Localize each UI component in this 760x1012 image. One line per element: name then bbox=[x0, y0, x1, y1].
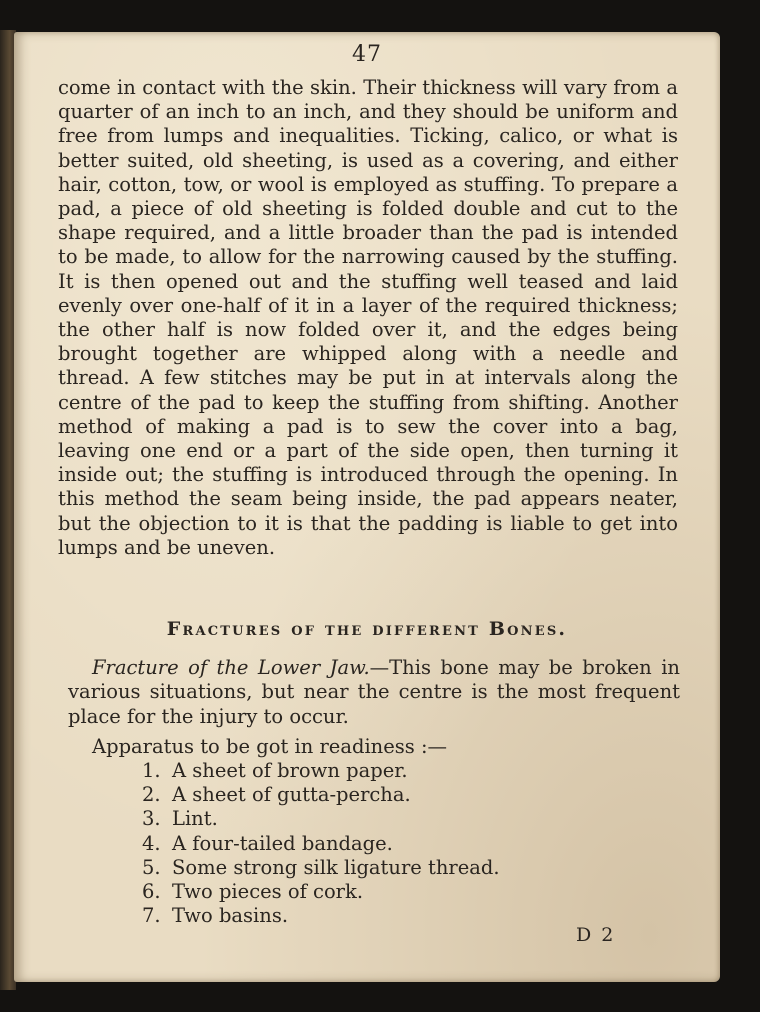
list-item-number: 2. bbox=[142, 783, 161, 807]
signature-mark: D 2 bbox=[576, 924, 616, 946]
page-number: 47 bbox=[352, 42, 382, 67]
list-item-text: A sheet of brown paper. bbox=[172, 759, 408, 782]
list-item-text: Lint. bbox=[172, 807, 218, 831]
list-item bbox=[142, 783, 500, 807]
list-item-text: A sheet of gutta-percha. bbox=[172, 783, 411, 807]
list-item bbox=[142, 832, 500, 856]
list-item-text: Two pieces of cork. bbox=[172, 880, 364, 904]
apparatus-list bbox=[142, 759, 500, 928]
list-item bbox=[142, 880, 500, 904]
list-item bbox=[142, 856, 500, 880]
list-item bbox=[142, 904, 500, 928]
apparatus-intro: Apparatus to be got in readiness :— bbox=[92, 735, 448, 758]
section-subtitle: Fracture of the Lower Jaw. bbox=[92, 656, 370, 679]
list-item-number: 5. bbox=[142, 855, 161, 879]
paragraph-pads: come in contact with the skin. Their thickness will vary from a quarter of an inch to an inch, and they should be uniform and free from lumps and inequalities. Ticking, calico, or what is better suited, old sheeting, is used as a covering, and either hair, cotton, tow, or wool is employed as stuffing. To prepare a pad, a piece of old sheeting is folded double and cut to the shape required, and a little broader than the pad is intended to be made, to allow for the narrowing caused by the stuffing. It is then opened out and the stuffing well teased and laid evenly over one-half of it in a layer of the required thickness; the other half is now folded over it, and the edges being brought together are whipped along with a needle and thread. A few stitches may be put in at intervals along the centre of the pad to keep the stuffing from shifting. Another method of making a pad is to sew the cover into a bag, leaving one end or a part of the side open, then turning it inside out; the stuffing is introduced through the opening. In this method the seam being inside, the pad appears neater, but the objection to it is that the padding is liable to get into lumps and be uneven. bbox=[58, 76, 678, 559]
book-page bbox=[14, 32, 720, 982]
section-heading: Fractures of the different Bones. bbox=[166, 618, 568, 640]
paragraph-lower-jaw bbox=[68, 656, 680, 729]
list-item-number: 6. bbox=[142, 880, 161, 904]
paragraph-lower-jaw-text: —This bone may be broken in various situations, but near the centre is the most frequent place for the injury to occur. bbox=[68, 656, 680, 728]
list-item-number: 1. bbox=[142, 759, 161, 782]
list-item-text: A four-tailed bandage. bbox=[172, 831, 393, 855]
list-item-text: Some strong silk ligature thread. bbox=[172, 855, 500, 879]
list-item-number: 4. bbox=[142, 831, 161, 855]
list-item bbox=[142, 807, 500, 831]
list-item-text: Two basins. bbox=[172, 904, 289, 928]
list-item bbox=[142, 759, 500, 783]
list-item-number: 3. bbox=[142, 807, 161, 831]
list-item-number: 7. bbox=[142, 904, 161, 928]
